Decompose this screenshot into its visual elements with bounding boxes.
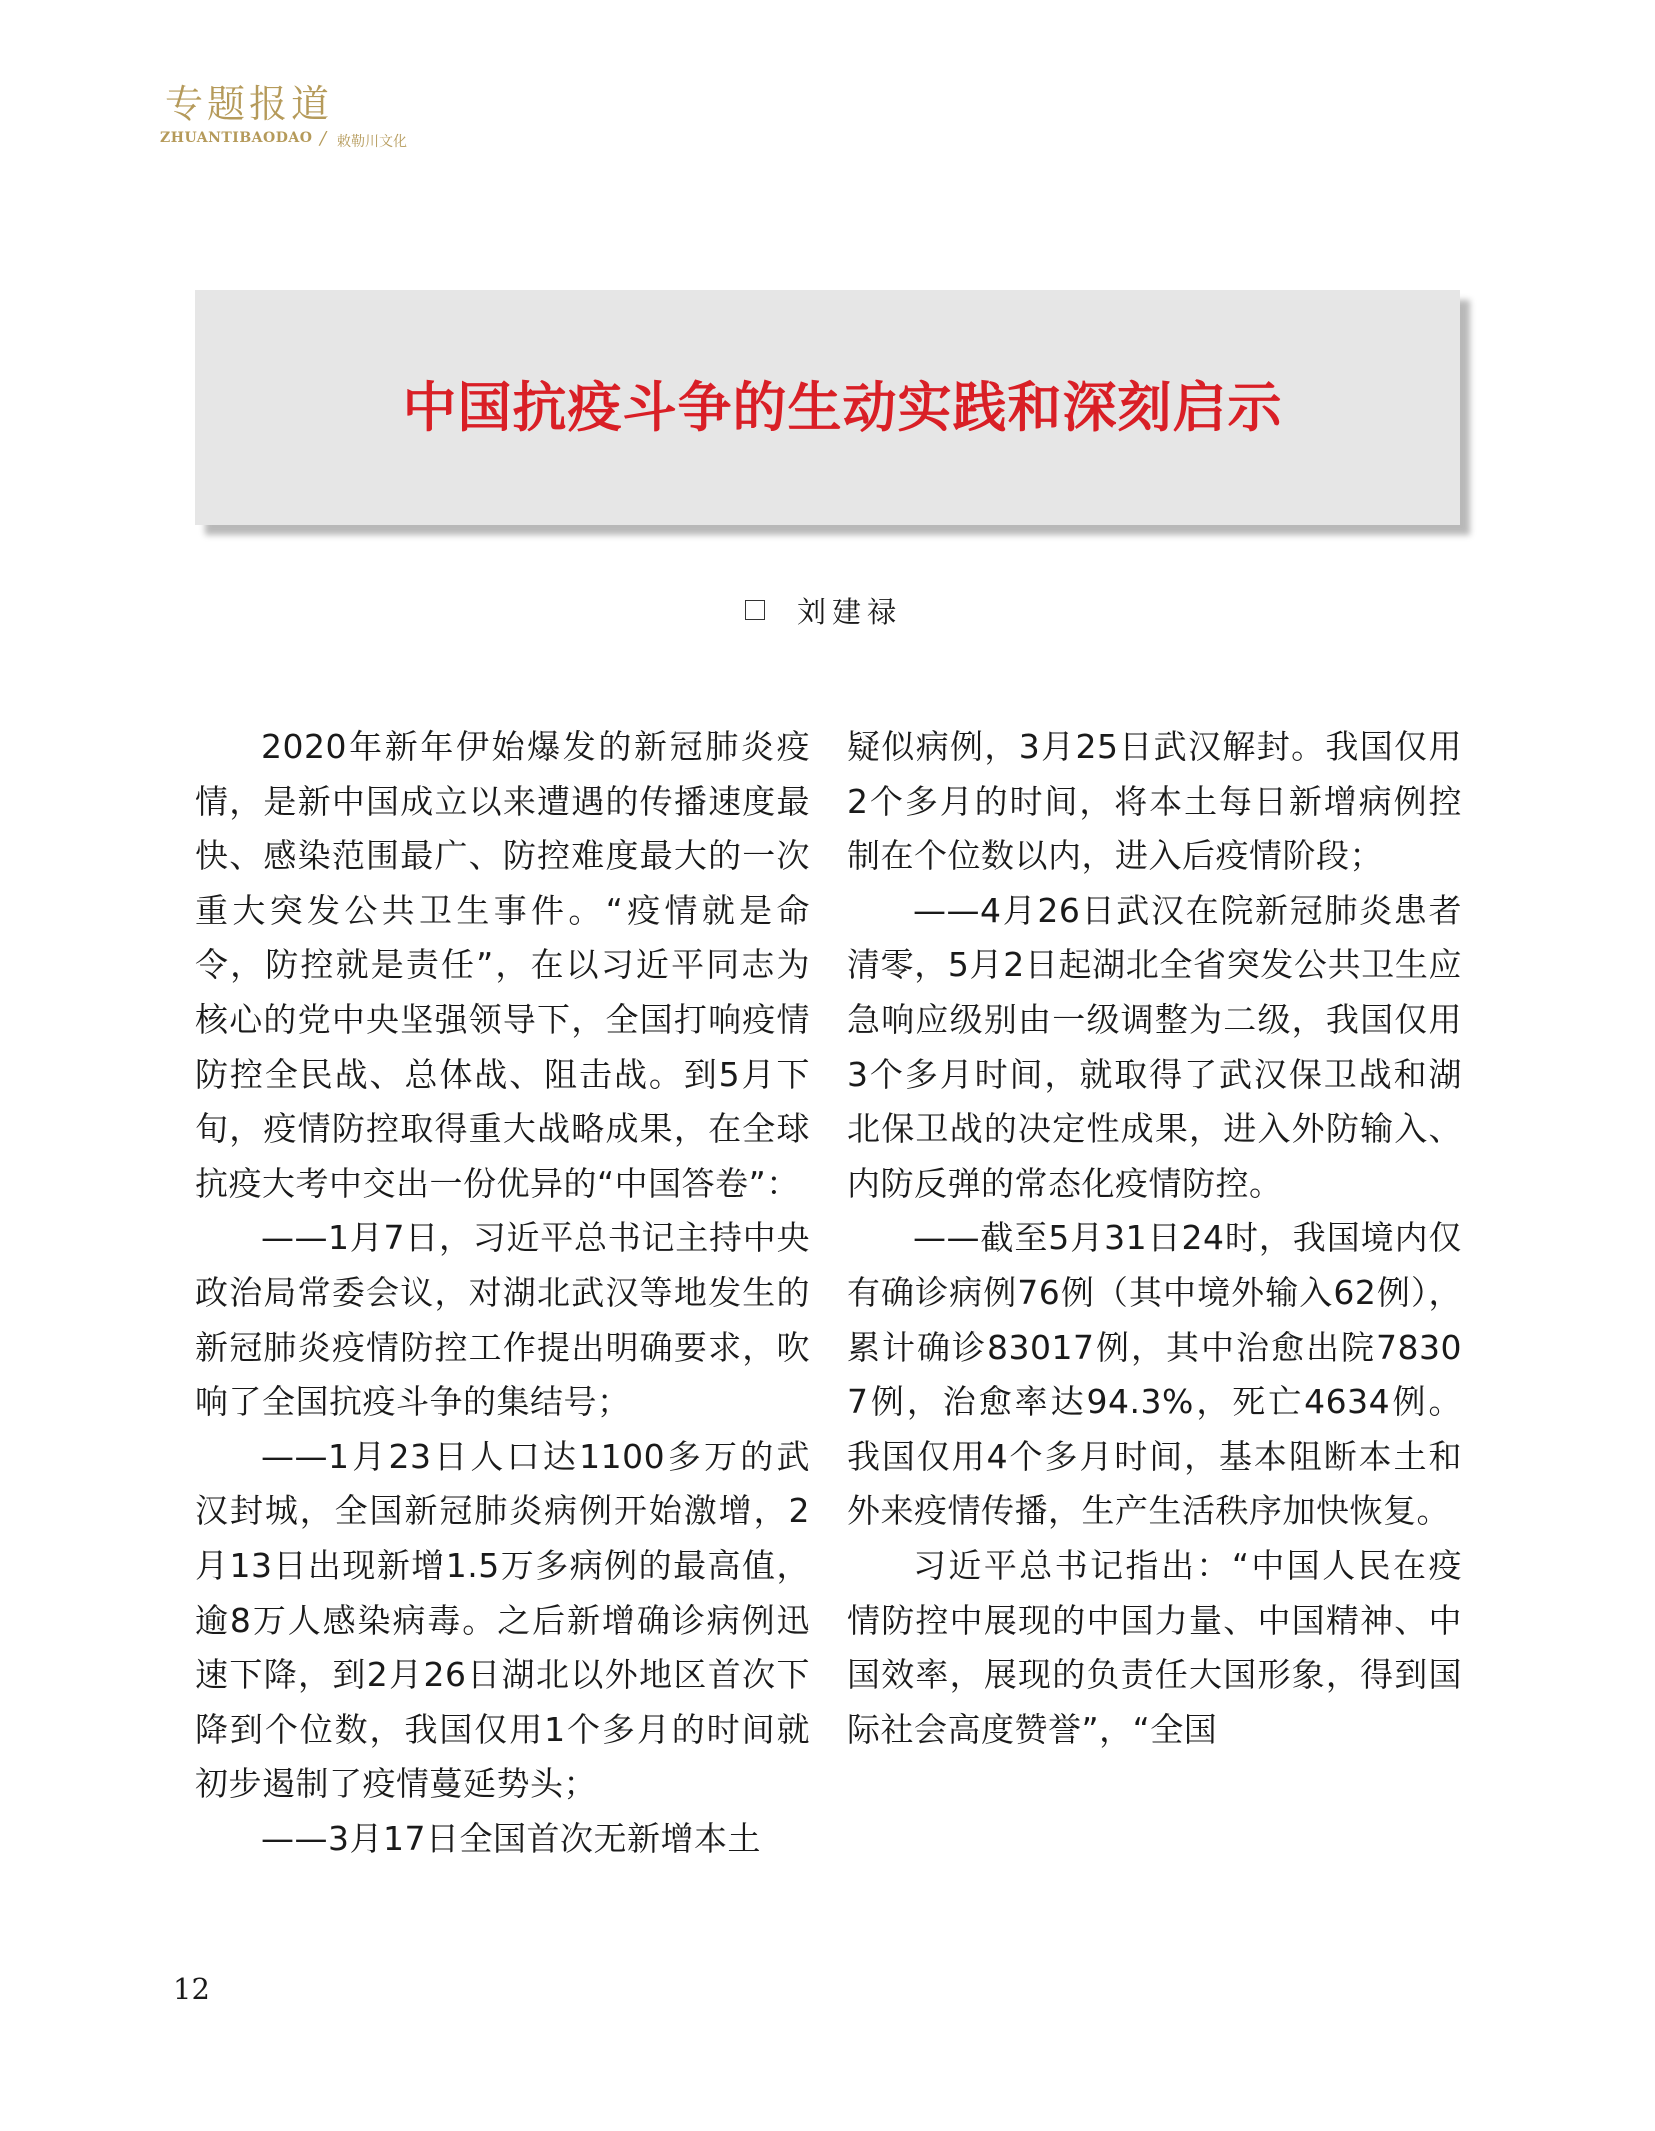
paragraph: 2020年新年伊始爆发的新冠肺炎疫情，是新中国成立以来遭遇的传播速度最快、感染范围最广、防控难度最大的一次重大突发公共卫生事件。“疫情就是命令，防控就是责任”，在以习近平同志为核心的党中央坚强领导下，全国打响疫情防控全民战、总体战、阻击战。到5月下旬，疫情防控取得重大战略成果，在全球抗疫大考中交出一份优异的“中国答卷”： (195, 727, 810, 1203)
paragraph: ——3月17日全国首次无新增本土 (261, 1818, 761, 1858)
body-column-right (847, 720, 1462, 1757)
paragraph: ——4月26日武汉在院新冠肺炎患者清零，5月2日起湖北全省突发公共卫生应急响应级别由一级调整为二级，我国仅用3个多月时间，就取得了武汉保卫战和湖北保卫战的决定性成果，进入外防输入、内防反弹的常态化疫情防控。 (847, 890, 1462, 1203)
author-byline (745, 588, 902, 632)
paragraph: ——1月7日，习近平总书记主持中央政治局常委会议，对湖北武汉等地发生的新冠肺炎疫情防控工作提出明确要求，吹响了全国抗疫斗争的集结号； (195, 1218, 810, 1422)
square-bullet-icon (745, 600, 765, 620)
header-divider: / (320, 128, 327, 149)
paragraph: ——截至5月31日24时，我国境内仅有确诊病例76例（其中境外输入62例），累计确诊83017例，其中治愈出院78307例，治愈率达94.3%，死亡4634例。我国仅用4个多月时间，基本阻断本土和外来疫情传播，生产生活秩序加快恢复。 (847, 1218, 1462, 1531)
article-title: 中国抗疫斗争的生动实践和深刻启示 (402, 376, 1283, 439)
paragraph: 疑似病例，3月25日武汉解封。我国仅用2个多月的时间，将本土每日新增病例控制在个位数以内，进入后疫情阶段； (847, 727, 1462, 876)
author-name: 刘建禄 (797, 594, 903, 629)
paragraph: ——1月23日人口达1100多万的武汉封城，全国新冠肺炎病例开始激增，2月13日出现新增1.5万多病例的最高值，逾8万人感染病毒。之后新增确诊病例迅速下降，到2月26日湖北以外地区首次下降到个位数，我国仅用1个多月的时间就初步遏制了疫情蔓延势头； (195, 1436, 810, 1804)
title-banner (195, 290, 1460, 525)
paragraph: 习近平总书记指出：“中国人民在疫情防控中展现的中国力量、中国精神、中国效率，展现的负责任大国形象，得到国际社会高度赞誉”，“全国 (847, 1545, 1462, 1749)
page-number: 12 (173, 1972, 210, 2006)
section-pinyin: ZHUANTIBAODAO (160, 130, 313, 146)
body-column-left (195, 720, 810, 1866)
publication-name: 敕勒川文化 (337, 134, 407, 150)
section-header (160, 80, 580, 160)
section-title: 专题报道 (165, 82, 334, 126)
